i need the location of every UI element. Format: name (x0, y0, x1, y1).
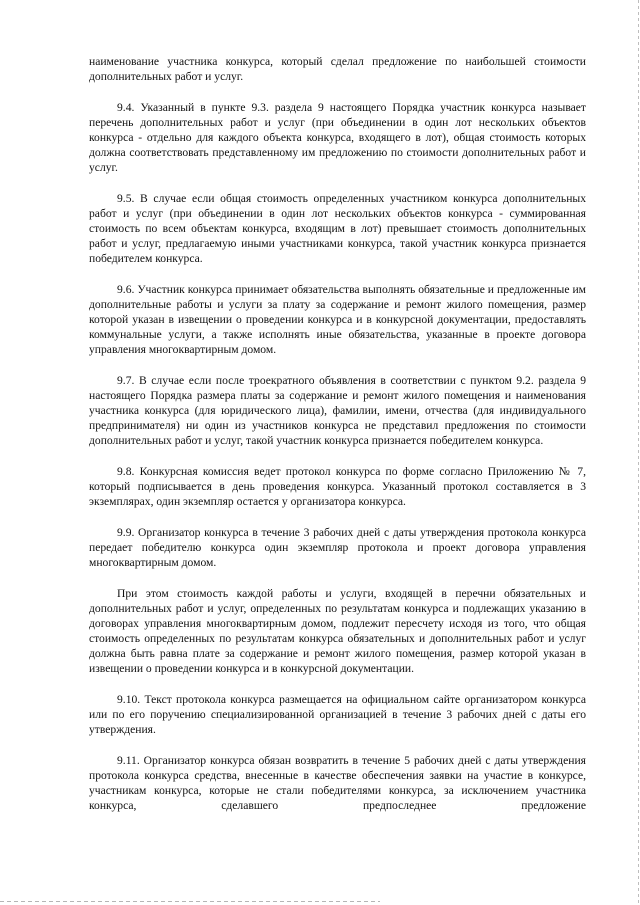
document-page (89, 54, 586, 813)
paragraph-9-5: 9.5. В случае если общая стоимость определенных участником конкурса дополнительных работ и услуг (при объединении в один лот нескольких объектов конкурса - суммированная стоимость по всем объектам конкурса, входящим в лот) превышает стоимость дополнительных работ и услуг, предлагаемую иными участниками конкурса, такой участник конкурса признается победителем конкурса. (89, 192, 586, 265)
paragraph-9-10: 9.10. Текст протокола конкурса размещается на официальном сайте организатором конкурса или по его поручению специализированной организацией в течение 3 рабочих дней с даты его утверждения. (89, 693, 586, 736)
scan-edge-right (638, 0, 639, 905)
paragraph-continuation: наименование участника конкурса, который сделал предложение по наибольшей стоимости дополнительных работ и услуг. (89, 55, 586, 83)
paragraph-9-11: 9.11. Организатор конкурса обязан возвратить в течение 5 рабочих дней с даты утверждения протокола конкурса средства, внесенные в качестве обеспечения заявки на участие в конкурсе, участникам конкурса, которые не стали победителями конкурса, за исключением участника конкурса, сделавшего предпоследнее предложение (89, 754, 586, 812)
paragraph-recalculation-note: При этом стоимость каждой работы и услуги, входящей в перечни обязательных и дополнительных работ и услуг, определенных по результатам конкурса и подлежащих указанию в договорах управления многоквартирным домом, подлежит пересчету исходя из того, что общая стоимость определенных по результатам конкурса обязательных и дополнительных работ и услуг должна быть равна плате за содержание и ремонт жилого помещения, размер которой указан в извещении о проведении конкурса и в конкурсной документации. (89, 587, 586, 675)
paragraph-9-6: 9.6. Участник конкурса принимает обязательства выполнять обязательные и предложенные им дополнительные работы и услуги за плату за содержание и ремонт жилого помещения, размер которой указан в извещении о проведении конкурса и в конкурсной документации, предоставлять коммунальные услуги, а также исполнять иные обязательства, указанные в проекте договора управления многоквартирным домом. (89, 283, 586, 356)
scan-edge-bottom (0, 901, 380, 902)
paragraph-9-4: 9.4. Указанный в пункте 9.3. раздела 9 настоящего Порядка участник конкурса называет перечень дополнительных работ и услуг (при объединении в один лот нескольких объектов конкурса - отдельно для каждого объекта конкурса, входящего в лот), общая стоимость которых должна соответствовать представленному им предложению по стоимости дополнительных работ и услуг. (89, 101, 586, 174)
paragraph-9-8: 9.8. Конкурсная комиссия ведет протокол конкурса по форме согласно Приложению № 7, который подписывается в день проведения конкурса. Указанный протокол составляется в 3 экземплярах, один экземпляр остается у организатора конкурса. (89, 465, 586, 508)
paragraph-9-7: 9.7. В случае если после троекратного объявления в соответствии с пунктом 9.2. раздела 9 настоящего Порядка размера платы за содержание и ремонт жилого помещения и наименования участника конкурса (для юридического лица), фамилии, имени, отчества (для индивидуального предпринимателя) ни один из участников конкурса не представил предложения по стоимости дополнительных работ и услуг, такой участник конкурса признается победителем конкурса. (89, 374, 586, 447)
paragraph-9-9: 9.9. Организатор конкурса в течение 3 рабочих дней с даты утверждения протокола конкурса передает победителю конкурса один экземпляр протокола и проект договора управления многоквартирным домом. (89, 526, 586, 569)
